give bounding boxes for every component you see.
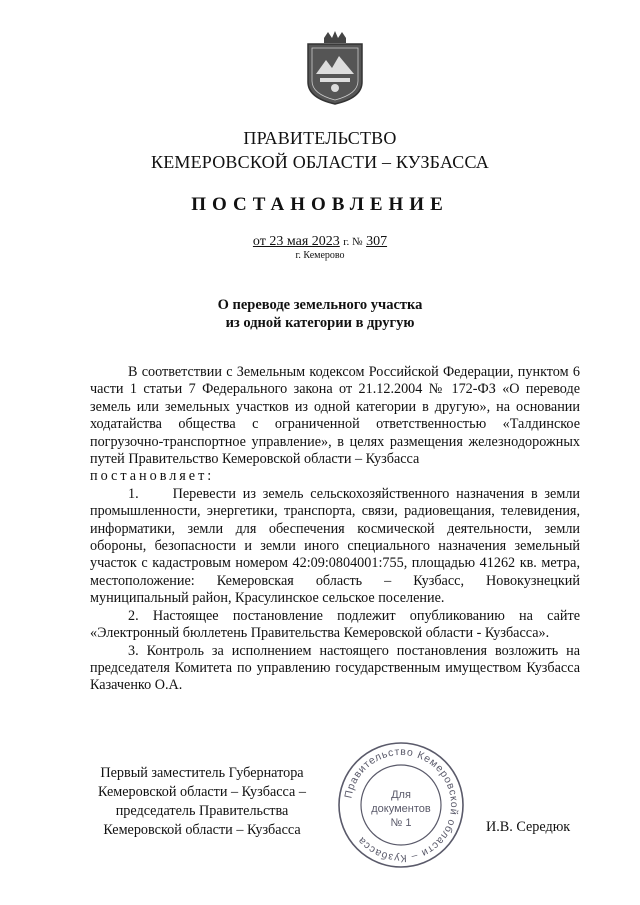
date-number-line (0, 234, 640, 250)
stamp-ring-text: Правительство Кемеровской области – Кузбасса (342, 745, 461, 865)
stamp-center-line3: № 1 (390, 817, 412, 829)
document-date: от 23 мая 2023 (252, 234, 340, 249)
signatory-name: И.В. Середюк (486, 819, 571, 835)
stamp-center-line2: документов (371, 803, 431, 815)
subject-line2: из одной категории в другую (225, 315, 415, 331)
subject-line1: О переводе земельного участка (217, 297, 423, 313)
signatory-title (88, 764, 316, 840)
stamp-center-line1: Для (391, 789, 411, 801)
document-type-title: ПОСТАНОВЛЕНИЕ (191, 194, 449, 215)
document-body (90, 364, 580, 695)
signatory-line1: Первый заместитель Губернатора (100, 765, 304, 781)
resolves-label: постановляет: (90, 468, 215, 485)
item-1-text: Перевести из земель сельскохозяйственного назначения в земли промышленности, энергетики, транспорта, связи, радиовещания, телевидения, информатики, земли для обеспечения космической деятельности, земли обороны, безопасности и земли иного специального назначения земельный участок с кадастровым номером 42:09:0804001:755, площадью 41262 кв. метра, местоположение: Кемеровская область – Кузбасс, Новокузнецкий муниципальный район, Красулинское сельское поселение. (90, 485, 580, 607)
preamble-paragraph: В соответствии с Земельным кодексом Российской Федерации, пунктом 6 части 1 статьи 7 Федерального закона от 21.12.2004 № 172-ФЗ «О переводе земель или земельных участков из одной категории в другую», на основании ходатайства общества с ограниченной ответственностью «Талдинское погрузочно-транспортное управление», в целях размещения железнодорожных путей Правительство Кемеровской области – Кузбасса (90, 364, 580, 468)
org-name-line1: ПРАВИТЕЛЬСТВО (243, 128, 397, 148)
signatory-line2: Кемеровской области – Кузбасса – (98, 784, 306, 800)
official-stamp (336, 740, 466, 870)
org-name-line2: КЕМЕРОВСКОЙ ОБЛАСТИ – КУЗБАССА (151, 152, 489, 172)
number-label: г. № (343, 236, 363, 248)
coat-of-arms-icon (302, 30, 368, 106)
item-2-paragraph: 2. Настоящее постановление подлежит опубликованию на сайте «Электронный бюллетень Правительства Кемеровской области - Кузбасса». (90, 607, 580, 642)
city-label: г. Кемерово (295, 250, 345, 261)
signatory-line4: Кемеровской области – Кузбасса (103, 822, 301, 838)
signatory-line3: председатель Правительства (115, 803, 289, 819)
item-1-paragraph (90, 486, 580, 608)
document-number: 307 (366, 234, 388, 249)
document-subject (0, 296, 640, 332)
item-3-paragraph: 3. Контроль за исполнением настоящего постановления возложить на председателя Комитета по управлению государственным имуществом Кузбасса Казаченко О.А. (90, 642, 580, 694)
item-1-number: 1. (128, 485, 139, 502)
